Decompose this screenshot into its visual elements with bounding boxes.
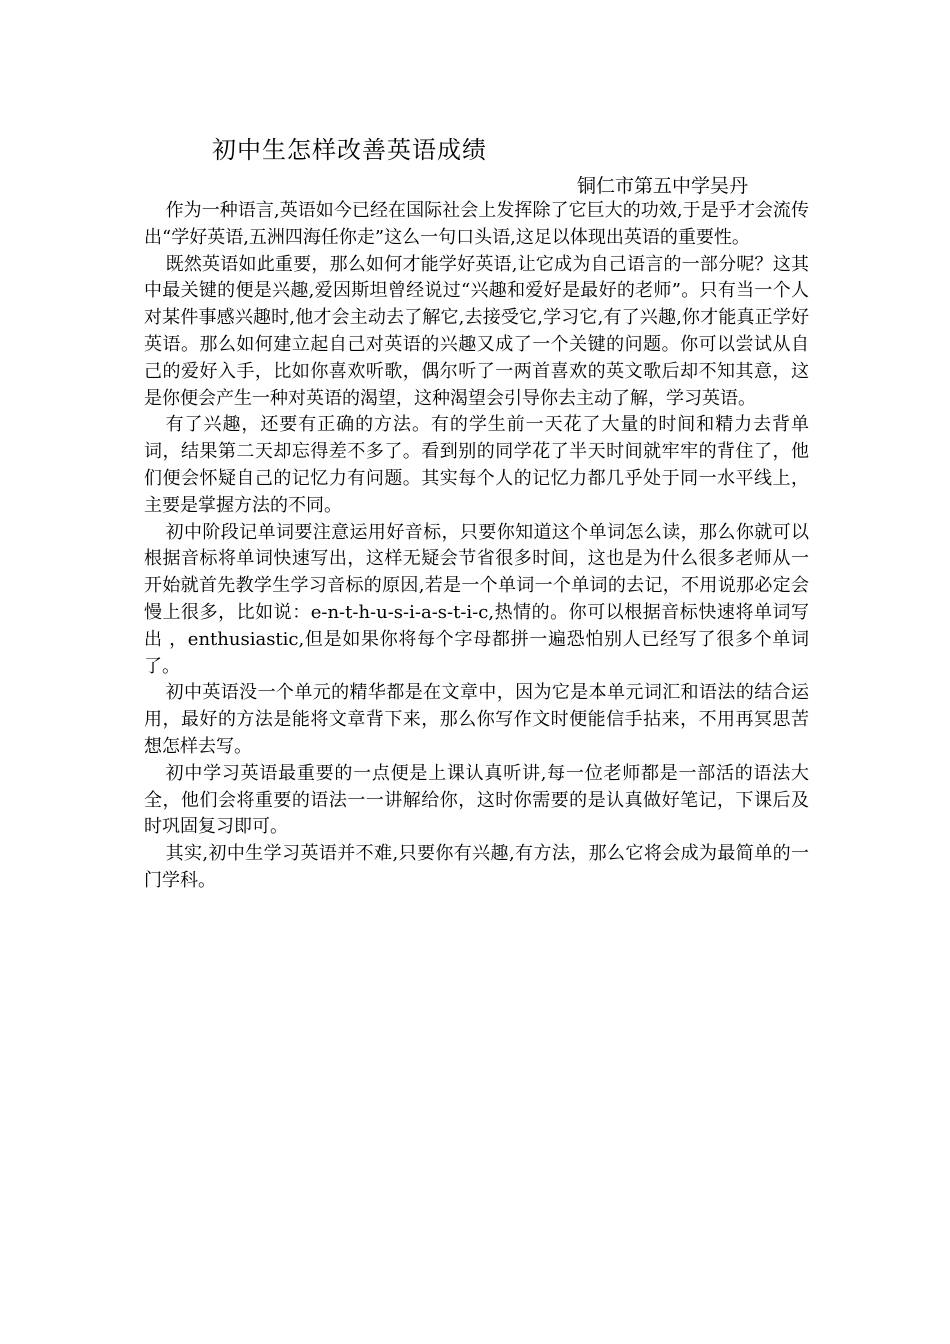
paragraph-3: 有了兴趣，还要有正确的方法。有的学生前一天花了大量的时间和精力去背单词，结果第二天却忘得差不多了。看到别的同学花了半天时间就牢牢的背住了，他们便会怀疑自己的记忆力有问题。其实每个人的记忆力都几乎处于同一水平线上，主要是掌握方法的不同。 [144, 414, 809, 516]
paragraph-4: 初中阶段记单词要注意运用好音标，只要你知道这个单词怎么读，那么你就可以根据音标将单词快速写出，这样无疑会节省很多时间，这也是为什么很多老师从一开始就首先教学生学习音标的原因,若是一个单词一个单词的去记，不用说那必定会慢上很多，比如说：e-n-t-h-u-s-i-a-s-t-i-c,热情的。你可以根据音标快速将单词写出 ，enthusiastic,但是如果你将每个字母都拼一遍恐怕别人已经写了很多个单词了。 [144, 521, 809, 677]
paragraph-5: 初中英语没一个单元的精华都是在文章中，因为它是本单元词汇和语法的结合运用，最好的方法是能将文章背下来，那么你写作文时便能信手拈来，不用再冥思苦想怎样去写。 [144, 682, 809, 757]
paragraph-2: 既然英语如此重要，那么如何才能学好英语,让它成为自己语言的一部分呢？这其中最关键的便是兴趣,爱因斯坦曾经说过“兴趣和爱好是最好的老师”。只有当一个人对某件事感兴趣时,他才会主动去了解它,去接受它,学习它,有了兴趣,你才能真正学好英语。那么如何建立起自己对英语的兴趣又成了一个关键的问题。你可以尝试从自己的爱好入手，比如你喜欢听歌，偶尔听了一两首喜欢的英文歌后却不知其意，这是你便会产生一种对英语的渴望，这种渴望会引导你去主动了解，学习英语。 [144, 253, 809, 409]
document-title: 初中生怎样改善英语成绩 [212, 136, 487, 164]
paragraph-7: 其实,初中生学习英语并不难,只要你有兴趣,有方法，那么它将会成为最简单的一门学科。 [144, 843, 809, 891]
paragraph-6: 初中学习英语最重要的一点便是上课认真听讲,每一位老师都是一部活的语法大全，他们会将重要的语法一一讲解给你，这时你需要的是认真做好笔记，下课后及时巩固复习即可。 [144, 762, 809, 838]
author-line: 铜仁市第五中学吴丹 [577, 175, 749, 197]
paragraph-1: 作为一种语言,英语如今已经在国际社会上发挥除了它巨大的功效,于是乎才会流传出“学好英语,五洲四海任你走”这么一句口头语,这足以体现出英语的重要性。 [144, 200, 809, 248]
article-body [144, 198, 809, 895]
